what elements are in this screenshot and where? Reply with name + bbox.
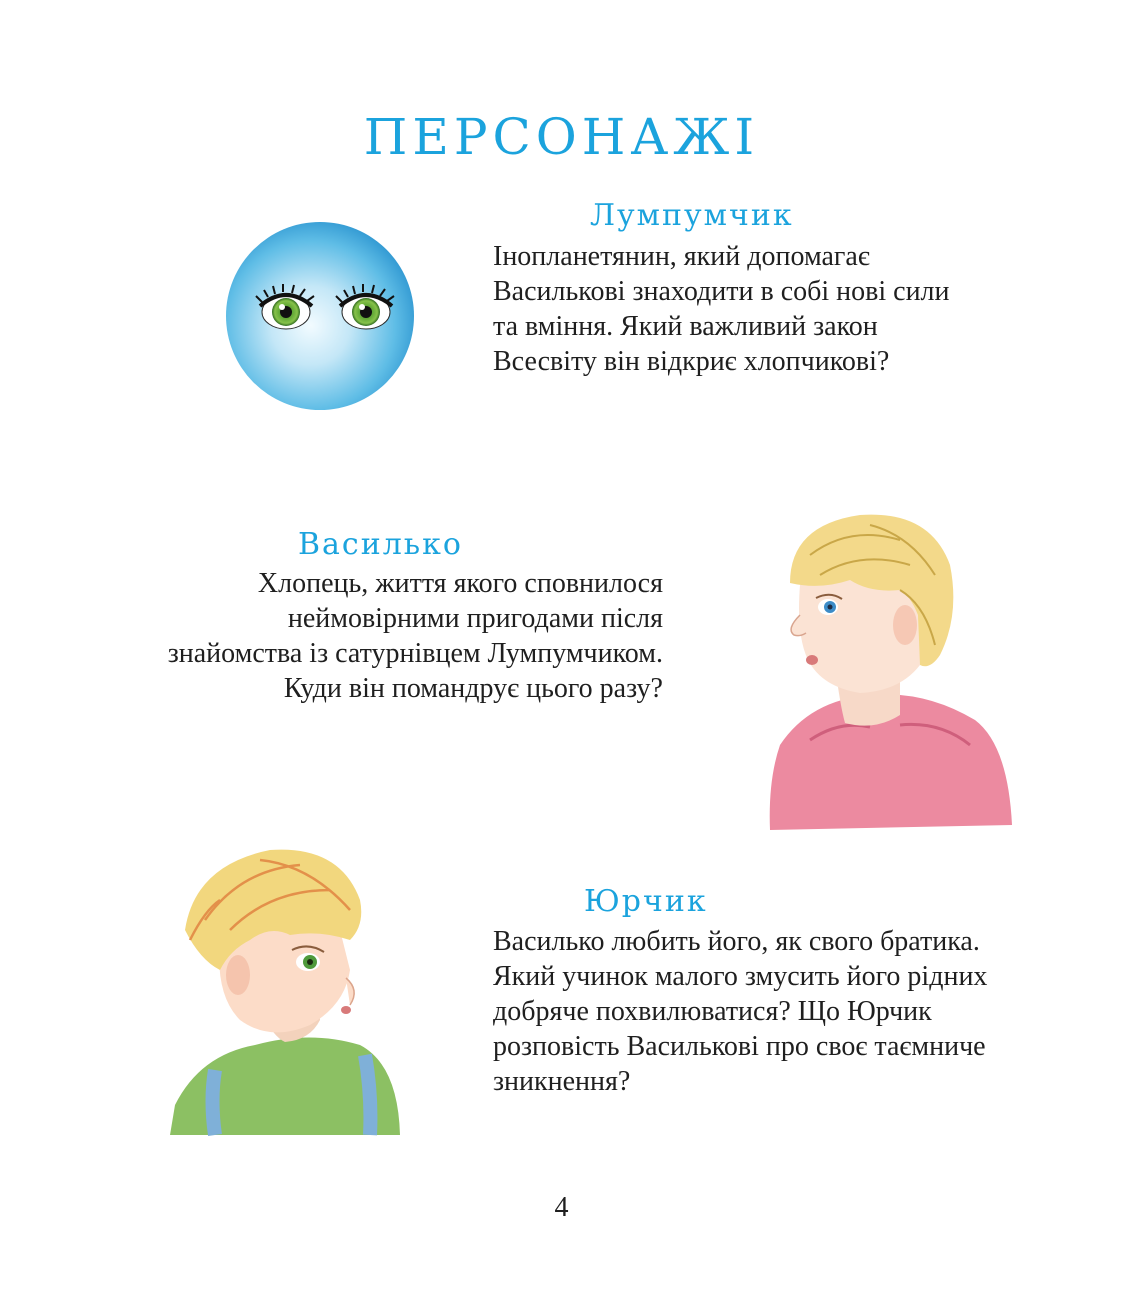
description-line: Василькові знаходити в собі нові сили bbox=[493, 276, 950, 307]
description-line: Інопланетянин, який допомагає bbox=[493, 241, 870, 272]
boy-portrait-icon bbox=[750, 495, 1020, 840]
description-line: Куди він помандрує цього разу? bbox=[283, 673, 663, 704]
description-line: зникнення? bbox=[493, 1066, 631, 1097]
description-line: знайомства із сатурнівцем Лумпумчиком. bbox=[167, 638, 663, 669]
page-number: 4 bbox=[554, 1192, 569, 1223]
character-name-vasylko: Василько bbox=[298, 527, 463, 562]
description-line: Всесвіту він відкриє хлопчикові? bbox=[493, 346, 890, 377]
description-line: розповість Василькові про своє таємниче bbox=[493, 1031, 986, 1062]
description-line: добряче похвилюватися? Що Юрчик bbox=[493, 996, 932, 1027]
character-name-lumpumchyk: Лумпумчик bbox=[590, 198, 794, 233]
character-description-yurchyk bbox=[493, 924, 1093, 1099]
page-title: ПЕРСОНАЖІ bbox=[363, 108, 760, 166]
character-description-lumpumchyk bbox=[493, 239, 1093, 379]
character-name-yurchyk: Юрчик bbox=[584, 884, 708, 919]
description-line: Василько любить його, як свого братика. bbox=[493, 926, 980, 957]
description-line: Хлопець, життя якого сповнилося bbox=[257, 568, 663, 599]
character-description-vasylko bbox=[60, 566, 663, 706]
description-line: неймовірними пригодами після bbox=[287, 603, 663, 634]
blue-alien-ball-icon bbox=[222, 218, 418, 414]
little-boy-portrait-icon bbox=[160, 830, 415, 1140]
description-line: Який учинок малого змусить його рідних bbox=[493, 961, 988, 992]
description-line: та вміння. Який важливий закон bbox=[493, 311, 878, 342]
